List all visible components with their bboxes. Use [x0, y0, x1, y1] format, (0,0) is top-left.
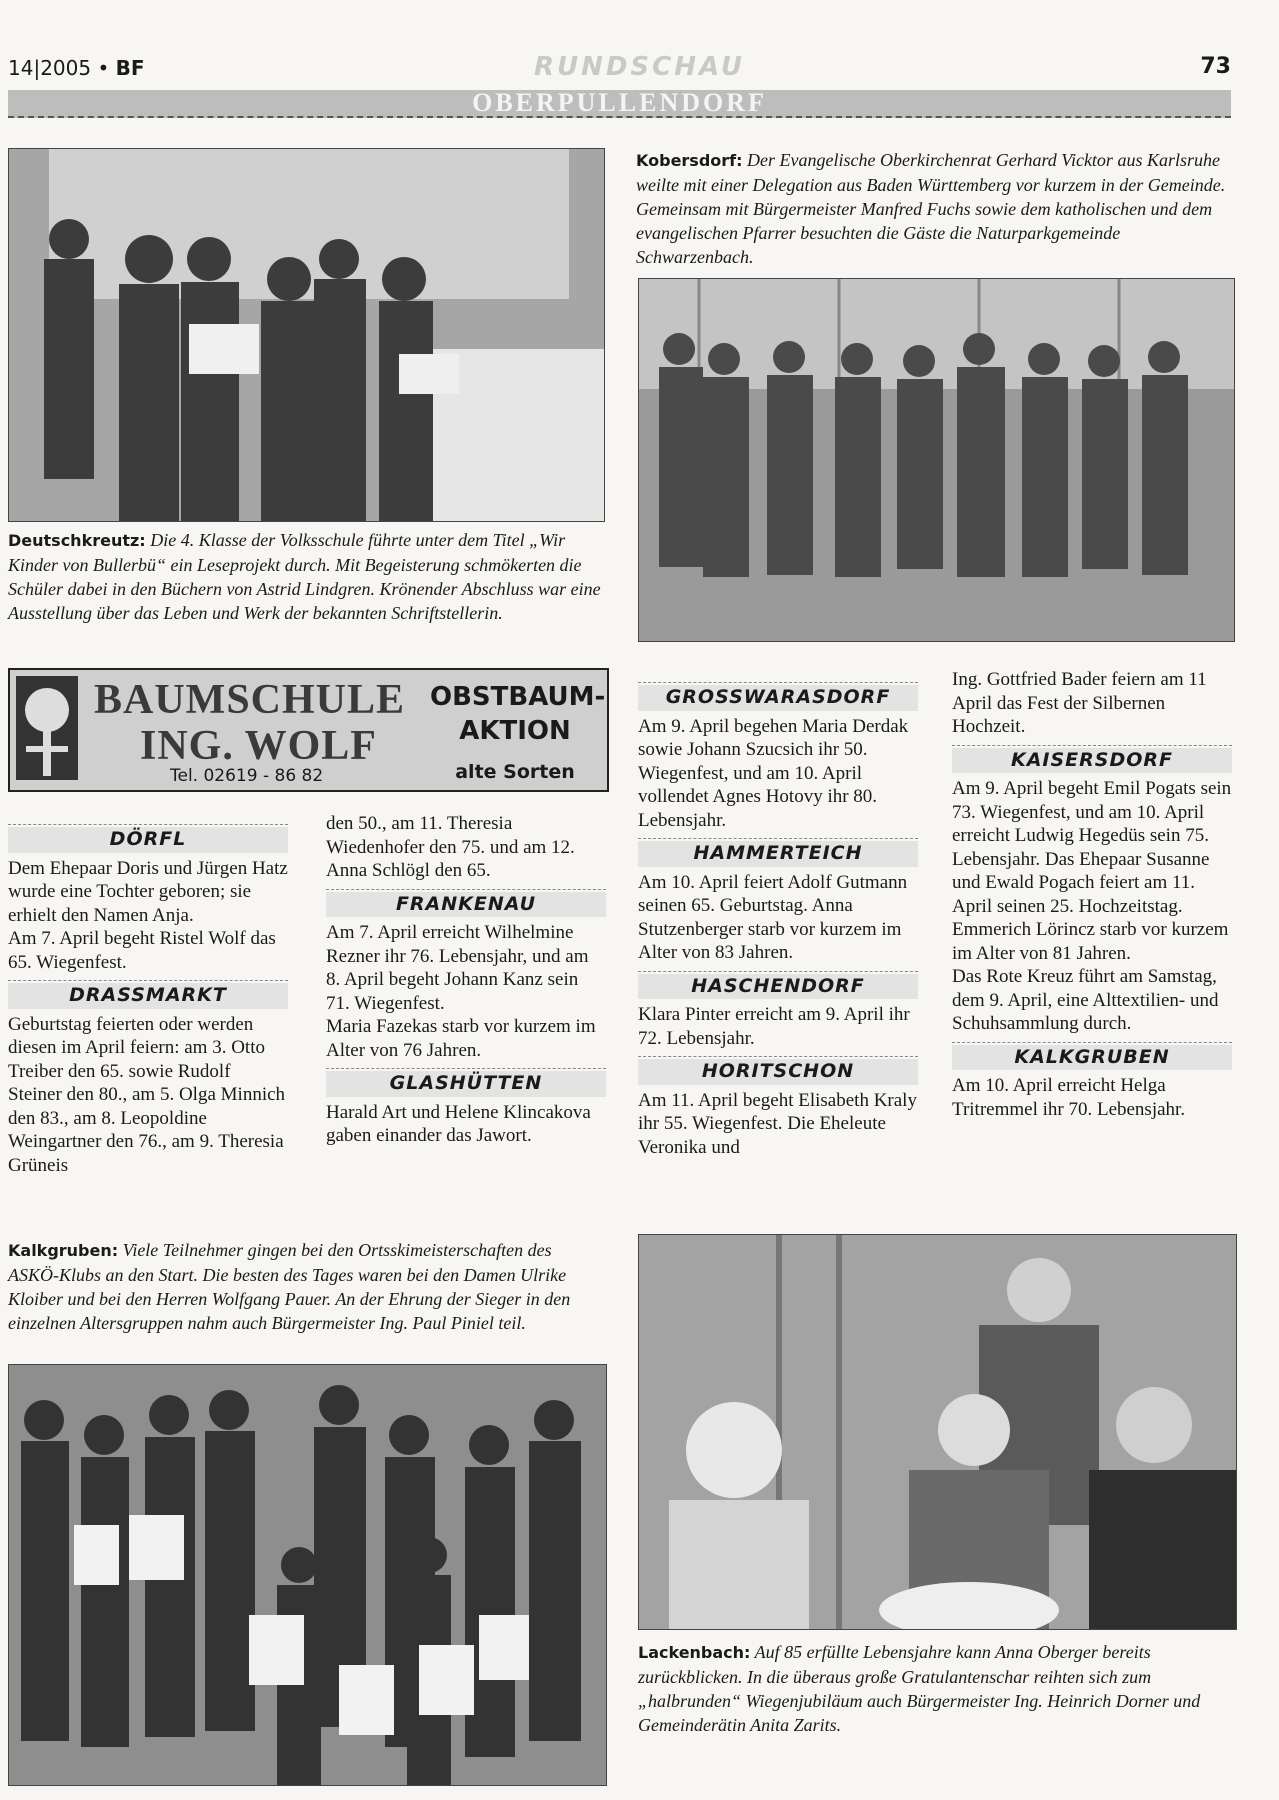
- ad-offer-line3: alte Sorten: [455, 761, 575, 783]
- grosswarasdorf-text: Am 9. April begehen Maria Derdak sowie Johann Szucsich ihr 50. Wiegenfest, und am 10. April vollendet Agnes Hotovy ihr 80. Lebensjahr.: [638, 715, 909, 831]
- caption-text: Der Evangelische Oberkirchenrat Gerhard Vicktor aus Karlsruhe weilte mit einer Delegation aus Baden Württemberg vor kurzem in der Gemeinde. Gemeinsam mit Bürgermeister Manfred Fuchs sowie dem katholischen und dem evangelischen Pfarrer besuchten die Gäste die Naturparkgemeinde Schwarzenbach.: [636, 150, 1226, 267]
- kalkgruben-caption: [8, 1238, 603, 1335]
- caption-text: Auf 85 erfüllte Lebensjahre kann Anna Oberger bereits zurückblicken. In die überaus große Gratulantenschar reihten sich zum „halbrunden“ Wiegenjubiläum auch Bürgermeister Ing. Heinrich Dorner und Gemeinderätin Anita Zarits.: [638, 1642, 1201, 1735]
- doerfl-text-2: Am 7. April begeht Ristel Wolf das 65. Wiegenfest.: [8, 928, 276, 973]
- caption-text: Viele Teilnehmer gingen bei den Ortsskimeisterschaften des ASKÖ-Klubs an den Start. Die besten des Tages waren bei den Damen Ulrike Kloiber und bei den Herren Wolfgang Pauer. An der Ehrung der Sieger in den einzelnen Altersgruppen nahm auch Bürgermeister Ing. Paul Piniel teil.: [8, 1240, 571, 1333]
- news-column-1: [8, 818, 288, 1177]
- baumschule-advertisement: [8, 668, 609, 792]
- horitschon-text: Am 11. April begeht Elisabeth Kraly ihr 55. Wiegenfest. Die Eheleute Veronika und: [638, 1089, 917, 1158]
- section-header-kaisersdorf: KAISERSDORF: [952, 745, 1232, 774]
- drassmarkt-continued: den 50., am 11. Theresia Wiedenhofer den 75. und am 12. Anna Schlögl den 65.: [326, 813, 575, 881]
- section-header-grosswarasdorf: GROSSWARASDORF: [638, 682, 918, 711]
- caption-text: Die 4. Klasse der Volksschule führte unter dem Titel „Wir Kinder von Bullerbü“ ein Leseprojekt durch. Mit Begeisterung schmökerten die Schüler dabei in den Büchern von Astrid Lindgren. Krönender Abschluss war eine Ausstellung über das Leben und Werk der bekannten Schriftstellerin.: [8, 530, 601, 623]
- school-children-photo: [8, 148, 605, 522]
- ski-winners-photo: [8, 1364, 607, 1786]
- frankenau-text-2: Maria Fazekas starb vor kurzem im Alter von 76 Jahren.: [326, 1016, 596, 1061]
- section-header-kalkgruben: KALKGRUBEN: [952, 1042, 1232, 1071]
- hammerteich-text: Am 10. April feiert Adolf Gutmann seinen 65. Geburtstag. Anna Stutzenberger starb vor kurzem im Alter von 83 Jahren.: [638, 871, 908, 963]
- delegation-photo: [638, 278, 1235, 642]
- publication-code: BF: [115, 56, 145, 80]
- photo-illustration: [9, 1365, 606, 1785]
- drassmarkt-text: Geburtstag feierten oder werden diesen im April feiern: am 3. Otto Treiber den 65. sowie Rudolf Steiner den 80., am 5. Olga Minnich den 83., am 8. Leopoldine Weingartner den 76., am 9. Theresia Grüneis: [8, 1013, 286, 1176]
- ad-telephone: Tel. 02619 - 86 82: [170, 766, 324, 786]
- page-number: 73: [1200, 54, 1231, 79]
- kaisersdorf-text-1: Am 9. April begeht Emil Pogats sein 73. Wiegenfest, und am 10. April erreicht Ludwig Hegedüs sein 75. Lebensjahr. Das Ehepaar Susanne und Ewald Pogach feiert am 11. April seinen 25. Hochzeitstag. Emmerich Lörincz starb vor kurzem im Alter von 81 Jahren.: [952, 778, 1232, 964]
- news-column-4: [952, 668, 1232, 1121]
- news-column-3: [638, 676, 918, 1159]
- horitschon-continued: Ing. Gottfried Bader feiern am 11 April das Fest der Silbernen Hochzeit.: [952, 669, 1207, 737]
- glashuetten-text: Harald Art und Helene Klincakova gaben einander das Jawort.: [326, 1101, 591, 1146]
- news-column-2: [326, 812, 606, 1148]
- ad-offer-line2: AKTION: [459, 716, 571, 746]
- ad-name-line2: ING. WOLF: [140, 723, 377, 769]
- frankenau-text-1: Am 7. April erreicht Wilhelmine Rezner ihr 76. Lebensjahr, und am 8. April begeht Johann Kanz sein 71. Wiegenfest.: [326, 922, 589, 1014]
- tree-logo-icon: [16, 676, 78, 780]
- section-header-horitschon: HORITSCHON: [638, 1056, 918, 1085]
- issue-number: 14|2005: [8, 56, 92, 80]
- ad-offer: [430, 680, 606, 786]
- caption-place: Deutschkreutz:: [8, 531, 146, 550]
- kobersdorf-caption: [636, 148, 1226, 269]
- lackenbach-caption: [638, 1640, 1235, 1737]
- photo-illustration: [639, 1235, 1236, 1629]
- ad-offer-line1: OBSTBAUM-: [430, 682, 606, 712]
- ad-name-line1: BAUMSCHULE: [94, 677, 406, 723]
- section-header-doerfl: DÖRFL: [8, 824, 288, 853]
- birthday-photo: [638, 1234, 1237, 1630]
- header-bullet: •: [97, 56, 110, 80]
- section-header-frankenau: FRANKENAU: [326, 889, 606, 918]
- section-title: RUNDSCHAU: [533, 52, 746, 82]
- caption-place: Kobersdorf:: [636, 151, 743, 170]
- kalkgruben-text: Am 10. April erreicht Helga Tritremmel ihr 70. Lebensjahr.: [952, 1075, 1186, 1120]
- section-header-drassmarkt: DRASSMARKT: [8, 980, 288, 1009]
- doerfl-text-1: Dem Ehepaar Doris und Jürgen Hatz wurde eine Tochter geboren; sie erhielt den Namen Anja.: [8, 857, 288, 926]
- photo-illustration: [9, 149, 604, 521]
- photo-illustration: [639, 279, 1234, 641]
- caption-place: Kalkgruben:: [8, 1241, 119, 1260]
- section-header-glashuetten: GLASHÜTTEN: [326, 1068, 606, 1097]
- haschendorf-text: Klara Pinter erreicht am 9. April ihr 72. Lebensjahr.: [638, 1004, 910, 1049]
- section-header-hammerteich: HAMMERTEICH: [638, 838, 918, 867]
- caption-place: Lackenbach:: [638, 1643, 751, 1662]
- kaisersdorf-text-2: Das Rote Kreuz führt am Samstag, dem 9. April, eine Alttextilien- und Schuhsammlung durch.: [952, 966, 1219, 1034]
- section-header-haschendorf: HASCHENDORF: [638, 971, 918, 1000]
- region-title: OBERPULLENDORF: [472, 88, 767, 117]
- deutschkreutz-caption: [8, 528, 603, 625]
